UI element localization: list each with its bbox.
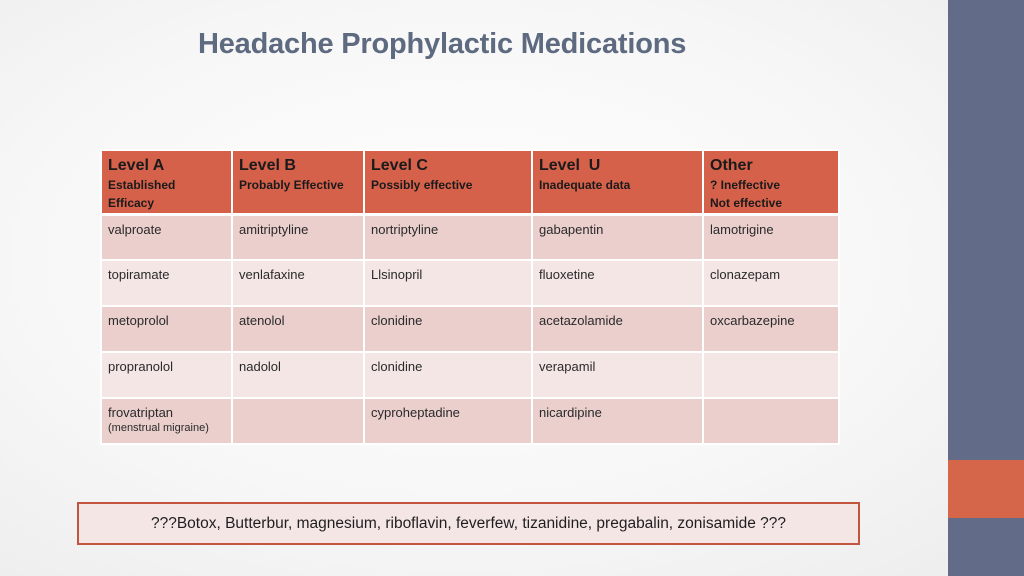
footer-note-box xyxy=(77,502,860,545)
table-cell xyxy=(703,352,839,398)
table-row xyxy=(101,398,839,444)
table-row xyxy=(101,352,839,398)
slide-title: Headache Prophylactic Medications xyxy=(198,28,687,60)
header-level-b-title: Level B xyxy=(239,157,296,174)
header-level-a-sub2: Efficacy xyxy=(108,196,155,210)
header-level-c-title: Level C xyxy=(371,157,428,174)
table-row xyxy=(101,260,839,306)
table-cell: Llsinopril xyxy=(364,260,532,306)
table-cell: propranolol xyxy=(101,352,232,398)
table-cell-text: frovatriptan xyxy=(108,405,174,420)
header-other xyxy=(703,150,839,214)
table-cell: acetazolamide xyxy=(532,306,703,352)
header-level-u-title: Level U xyxy=(539,157,601,174)
header-level-b xyxy=(232,150,364,214)
table-cell: clonidine xyxy=(364,306,532,352)
table-cell: nadolol xyxy=(232,352,364,398)
table-cell: nortriptyline xyxy=(364,214,532,260)
table-cell: fluoxetine xyxy=(532,260,703,306)
sidebar-accent-block xyxy=(948,460,1024,518)
table-cell: oxcarbazepine xyxy=(703,306,839,352)
table-cell: clonidine xyxy=(364,352,532,398)
medications-table xyxy=(100,149,840,445)
table-cell: amitriptyline xyxy=(232,214,364,260)
table-cell: verapamil xyxy=(532,352,703,398)
menstrual-migraine-note: (menstrual migraine) xyxy=(108,422,209,434)
header-level-c xyxy=(364,150,532,214)
header-level-a-title: Level A xyxy=(108,157,165,174)
table-cell: topiramate xyxy=(101,260,232,306)
header-other-sub1: ? Ineffective xyxy=(710,178,781,192)
table-cell xyxy=(232,398,364,444)
table-cell: nicardipine xyxy=(532,398,703,444)
header-level-c-sub1: Possibly effective xyxy=(371,178,473,192)
header-level-u-sub1: Inadequate data xyxy=(539,178,631,192)
table-header-row xyxy=(101,150,839,214)
table-row xyxy=(101,306,839,352)
table-cell: atenolol xyxy=(232,306,364,352)
header-other-title: Other xyxy=(710,157,753,174)
table-row xyxy=(101,214,839,260)
header-other-sub2: Not effective xyxy=(710,196,783,210)
table-cell: venlafaxine xyxy=(232,260,364,306)
table-cell: metoprolol xyxy=(101,306,232,352)
table-cell: lamotrigine xyxy=(703,214,839,260)
table-cell: gabapentin xyxy=(532,214,703,260)
table-cell xyxy=(703,398,839,444)
table-cell: cyproheptadine xyxy=(364,398,532,444)
table-cell-frovatriptan xyxy=(101,398,232,444)
table-cell: clonazepam xyxy=(703,260,839,306)
header-level-u xyxy=(532,150,703,214)
table-cell: valproate xyxy=(101,214,232,260)
footer-note-text: ???Botox, Butterbur, magnesium, riboflavin, feverfew, tizanidine, pregabalin, zonisamide ??? xyxy=(150,514,786,532)
header-level-a-sub1: Established xyxy=(108,178,176,192)
header-level-b-sub1: Probably Effective xyxy=(239,178,344,192)
header-level-a xyxy=(101,150,232,214)
